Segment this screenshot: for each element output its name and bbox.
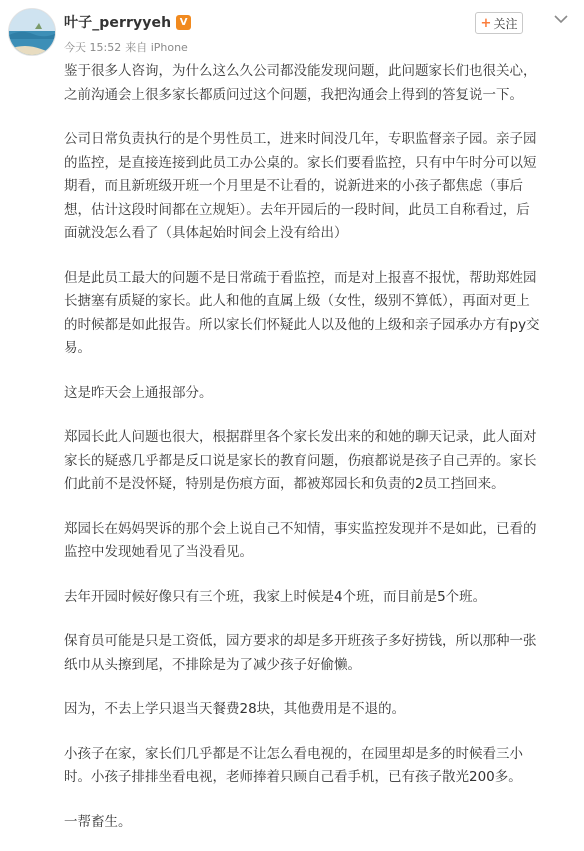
post-line: 的时候都是如此报告。所以家长们怀疑此人以及他的上级和亲子园承办方有py交 <box>64 316 540 333</box>
post-paragraph <box>64 811 569 835</box>
post-line: 这是昨天会上通报部分。 <box>64 384 213 401</box>
post-line: 长搪塞有质疑的家长。此人和他的直属上级（女性，级别不算低），再面对更上 <box>64 293 530 309</box>
post-line: 一帮畜生。 <box>64 813 132 830</box>
post-line: 面就没怎么看了（具体起始时间会上没有给出） <box>64 225 348 241</box>
post-line: 家长的疑惑几乎都是反口说是家长的教育问题，伤痕都说是孩子自己弄的。家长 <box>64 452 537 469</box>
post-paragraph <box>64 426 569 497</box>
post-line: 小孩子在家，家长们几乎都是不让怎么看电视的，在园里却是多的时候看三小 <box>64 745 523 762</box>
post-line: 郑园长此人问题也很大，根据群里各个家长发出来的和她的聊天记录，此人面对 <box>64 429 537 445</box>
post-line: 因为，不去上学只退当天餐费28块，其他费用是不退的。 <box>64 701 406 717</box>
post-line: 公司日常负责执行的是个男性员工，进来时间没几年，专职监督亲子园。亲子园 <box>64 131 537 147</box>
post-line: 鉴于很多人咨询，为什么这么久公司都没能发现问题，此问题家长们也很关心， <box>64 63 537 79</box>
post-time[interactable]: 今天 15:52 <box>64 41 122 54</box>
post-line: 监控中发现她看见了当没看见。 <box>64 544 253 560</box>
post-line: 们此前不是没怀疑，特别是伤痕方面，都被郑园长和负责的2员工挡回来。 <box>64 476 505 492</box>
post-meta <box>64 39 188 55</box>
post-paragraph <box>64 267 569 361</box>
post-line: 之前沟通会上很多家长都质问过这个问题，我把沟通会上得到的答复说一下。 <box>64 86 523 103</box>
avatar-image <box>9 9 56 56</box>
author-line <box>64 12 191 32</box>
post-line: 去年开园时候好像只有三个班，我家上时候是4个班，而目前是5个班。 <box>64 588 487 605</box>
post-line: 期看，而且新班级开班一个月里是不让看的，说新进来的小孩子都焦虑（事后 <box>64 178 523 194</box>
post-line: 保育员可能是只是工资低，园方要求的却是多开班孩子多好捞钱，所以那种一张 <box>64 633 537 649</box>
post-paragraph <box>64 382 569 406</box>
post-line: 易。 <box>64 340 91 356</box>
follow-button[interactable] <box>475 12 523 34</box>
post-line: 的监控，是直接连接到此员工办公桌的。家长们要看监控，只有中午时分可以短 <box>64 154 537 171</box>
chevron-down-icon[interactable] <box>552 12 570 26</box>
post-line: 时。小孩子排排坐看电视，老师捧着只顾自己看手机，已有孩子散光200多。 <box>64 769 522 785</box>
post-paragraph <box>64 698 569 722</box>
post-paragraph <box>64 60 569 107</box>
post-paragraph <box>64 586 569 610</box>
post-paragraph <box>64 518 569 565</box>
post-source: 来自 iPhone <box>125 41 188 54</box>
follow-label: 关注 <box>493 16 518 31</box>
author-name[interactable]: 叶子_perryyeh <box>64 15 172 31</box>
post-paragraph <box>64 630 569 677</box>
post-paragraph <box>64 743 569 790</box>
avatar[interactable] <box>8 8 56 56</box>
post-line: 但是此员工最大的问题不是日常疏于看监控，而是对上报喜不报忧，帮助郑姓园 <box>64 269 537 286</box>
post-line: 纸巾从头擦到尾，不排除是为了减少孩子好偷懒。 <box>64 656 361 673</box>
post-paragraph <box>64 128 569 246</box>
plus-icon: + <box>480 15 492 31</box>
post-line: 想，估计这段时间都在立规矩）。去年开园后的一段时间，此员工自称看过，后 <box>64 201 530 218</box>
verified-icon: V <box>176 15 191 30</box>
post-body <box>64 60 569 834</box>
post-line: 郑园长在妈妈哭诉的那个会上说自己不知情，事实监控发现并不是如此，已看的 <box>64 520 537 537</box>
